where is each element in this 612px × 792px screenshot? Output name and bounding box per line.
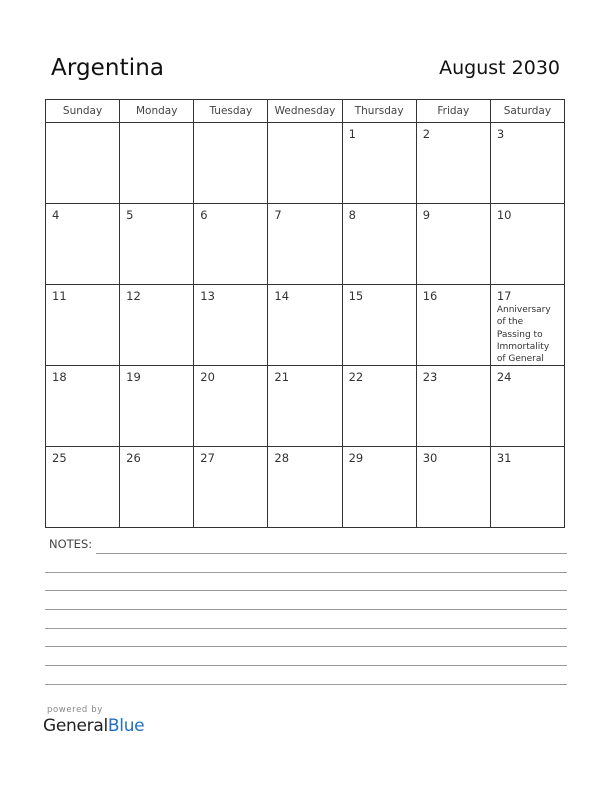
day-number: 16 (422, 289, 438, 303)
day-number: 5 (126, 208, 134, 222)
day-number: 4 (52, 208, 60, 222)
day-number: 24 (496, 370, 512, 385)
day-number: 29 (348, 451, 364, 466)
day-cell (194, 285, 268, 366)
weekday-header: Tuesday (194, 100, 268, 123)
day-number: 17 (496, 289, 512, 303)
note-line (45, 572, 567, 573)
day-cell (490, 366, 564, 447)
note-line (45, 684, 567, 685)
day-cell (342, 285, 416, 366)
day-number: 14 (274, 289, 290, 303)
brand-general: General (43, 716, 108, 736)
week-row (46, 285, 565, 366)
day-number: 25 (52, 451, 67, 466)
day-cell (194, 366, 268, 447)
note-line (45, 590, 567, 591)
week-row (46, 366, 565, 447)
week-row (46, 123, 565, 204)
note-line (45, 609, 567, 610)
day-cell (416, 123, 490, 204)
day-number: 26 (126, 451, 141, 466)
day-cell (46, 366, 120, 447)
day-number: 15 (348, 289, 364, 303)
day-number: 7 (274, 208, 282, 222)
day-cell (342, 204, 416, 285)
day-number: 19 (126, 370, 141, 385)
weekday-header: Saturday (490, 100, 564, 123)
weekday-header-row (46, 100, 565, 123)
day-cell (416, 204, 490, 285)
day-number: 9 (422, 208, 431, 222)
day-number: 31 (496, 451, 512, 466)
weekday-header: Wednesday (268, 100, 342, 123)
day-number: 11 (52, 289, 67, 303)
day-cell (46, 204, 120, 285)
calendar-grid (45, 99, 565, 528)
day-number: 23 (422, 370, 438, 385)
day-cell (120, 204, 194, 285)
day-number: 20 (200, 370, 215, 385)
day-cell (46, 285, 120, 366)
day-number: 12 (126, 289, 141, 303)
day-cell (342, 123, 416, 204)
day-cell (120, 123, 194, 204)
day-cell (46, 447, 120, 528)
note-line (45, 646, 567, 647)
notes-label: NOTES: (49, 537, 93, 551)
day-cell (268, 123, 342, 204)
day-cell (416, 366, 490, 447)
day-cell (490, 447, 564, 528)
day-cell (268, 366, 342, 447)
week-row (46, 447, 565, 528)
day-cell (490, 123, 564, 204)
day-number: 30 (422, 451, 438, 466)
day-number: 21 (274, 370, 290, 385)
day-cell (120, 366, 194, 447)
day-cell (490, 285, 564, 366)
day-number: 18 (52, 370, 67, 385)
powered-by-text: powered by (47, 705, 103, 715)
day-number: 22 (348, 370, 364, 385)
weekday-header: Friday (416, 100, 490, 123)
note-line (96, 553, 567, 554)
day-cell (120, 447, 194, 528)
day-number: 28 (274, 451, 290, 466)
day-cell (194, 447, 268, 528)
weekday-header: Sunday (46, 100, 120, 123)
day-number: 8 (348, 208, 356, 222)
day-cell (416, 447, 490, 528)
day-cell (268, 447, 342, 528)
day-cell (342, 447, 416, 528)
day-cell (490, 204, 564, 285)
day-cell (268, 285, 342, 366)
note-line (45, 628, 567, 629)
note-line (45, 665, 567, 666)
day-number: 2 (422, 127, 431, 141)
generalblue-logo[interactable] (43, 716, 144, 736)
day-number: 27 (200, 451, 215, 466)
day-cell (194, 123, 268, 204)
holiday-label: Anniversary of the Passing to Immortality of General (496, 305, 551, 365)
day-cell (342, 366, 416, 447)
country-title: Argentina (51, 55, 165, 81)
week-row (46, 204, 565, 285)
day-cell (416, 285, 490, 366)
day-cell (268, 204, 342, 285)
day-number: 1 (348, 127, 356, 141)
day-cell (194, 204, 268, 285)
month-year-title: August 2030 (439, 57, 560, 79)
day-cell (120, 285, 194, 366)
weekday-header: Monday (120, 100, 194, 123)
day-number: 3 (496, 127, 505, 141)
brand-blue: Blue (107, 716, 145, 736)
day-number: 6 (200, 208, 208, 222)
day-number: 13 (200, 289, 215, 303)
weekday-header: Thursday (342, 100, 416, 123)
day-number: 10 (496, 208, 512, 222)
day-cell (46, 123, 120, 204)
